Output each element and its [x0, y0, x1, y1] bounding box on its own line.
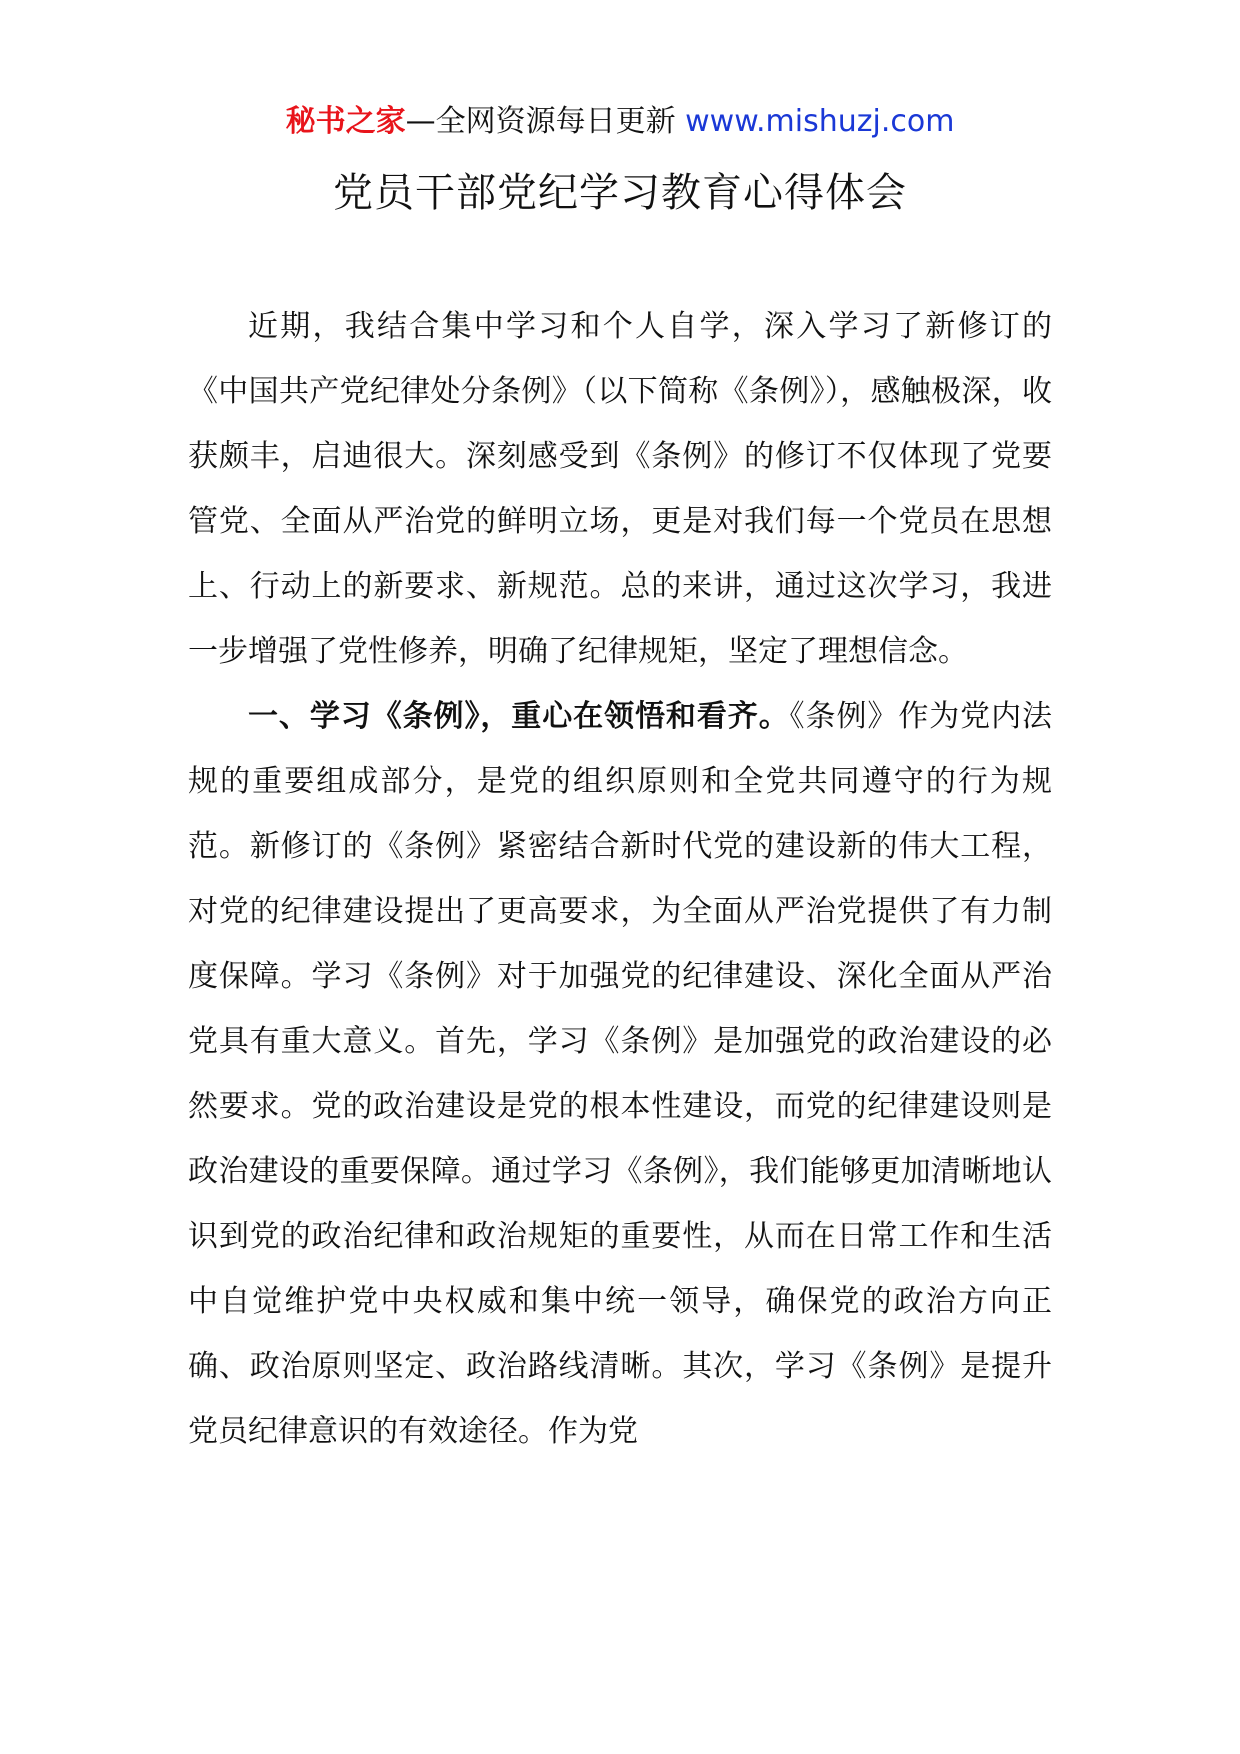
- paragraph-intro: [188, 294, 1052, 684]
- brand-name: 秘书之家: [285, 104, 406, 139]
- site-header: [0, 100, 1240, 144]
- site-url-link[interactable]: www.mishuzj.com: [685, 104, 955, 139]
- document-body: [188, 294, 1052, 1464]
- header-slogan: —全网资源每日更新: [405, 104, 686, 139]
- section-heading: 一、学习《条例》，重心在领悟和看齐。: [248, 699, 790, 734]
- paragraph-section-one: [188, 684, 1052, 1464]
- document-title: 党员干部党纪学习教育心得体会: [333, 170, 907, 216]
- paragraph-text: 《条例》作为党内法规的重要组成部分，是党的组织原则和全党共同遵守的行为规范。新修订的《条例》紧密结合新时代党的建设新的伟大工程，对党的纪律建设提出了更高要求，为全面从严治党提供了有力制度保障。学习《条例》对于加强党的纪律建设、深化全面从严治党具有重大意义。首先，学习《条例》是加强党的政治建设的必然要求。党的政治建设是党的根本性建设，而党的纪律建设则是政治建设的重要保障。通过学习《条例》，我们能够更加清晰地认识到党的政治纪律和政治规矩的重要性，从而在日常工作和生活中自觉维护党中央权威和集中统一领导，确保党的政治方向正确、政治原则坚定、政治路线清晰。其次，学习《条例》是提升党员纪律意识的有效途径。作为党: [188, 699, 1053, 1449]
- paragraph-text: 近期，我结合集中学习和个人自学，深入学习了新修订的《中国共产党纪律处分条例》（以下简称《条例》），感触极深，收获颇丰，启迪很大。深刻感受到《条例》的修订不仅体现了党要管党、全面从严治党的鲜明立场，更是对我们每一个党员在思想上、行动上的新要求、新规范。总的来讲，通过这次学习，我进一步增强了党性修养，明确了纪律规矩，坚定了理想信念。: [188, 309, 1052, 669]
